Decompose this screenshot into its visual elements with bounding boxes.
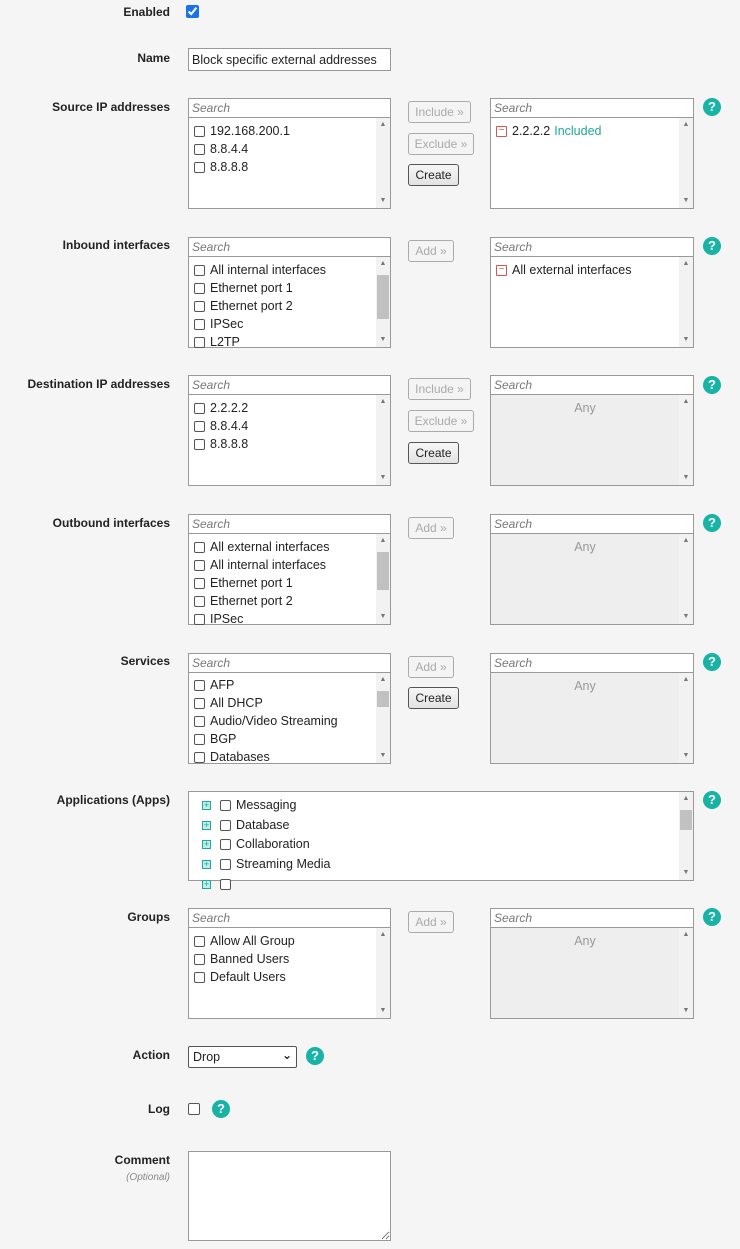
outbound-available-list[interactable] xyxy=(188,534,391,625)
scrollbar[interactable] xyxy=(679,673,693,763)
services-add-button[interactable]: Add » xyxy=(408,656,454,678)
item-label: 192.168.200.1 xyxy=(210,124,290,138)
outbound-help-icon[interactable]: ? xyxy=(703,514,721,532)
destination-ip-exclude-button[interactable]: Exclude » xyxy=(408,410,474,432)
inbound-add-button[interactable]: Add » xyxy=(408,240,454,262)
scrollbar[interactable] xyxy=(679,395,693,485)
comment-optional-hint: (Optional) xyxy=(126,1172,170,1183)
scroll-up-icon[interactable]: ▲ xyxy=(682,931,690,938)
applications-help-icon[interactable]: ? xyxy=(703,791,721,809)
checkbox[interactable] xyxy=(194,936,205,947)
any-placeholder: Any xyxy=(574,401,596,415)
list-item[interactable] xyxy=(194,932,295,950)
scroll-up-icon[interactable]: ▲ xyxy=(682,398,690,405)
item-label: All internal interfaces xyxy=(210,558,327,572)
list-item[interactable] xyxy=(194,748,270,766)
item-label: All internal interfaces xyxy=(210,263,327,277)
scroll-thumb[interactable] xyxy=(680,810,692,830)
item-label: Database xyxy=(236,818,290,832)
groups-label: Groups xyxy=(127,910,170,924)
destination-ip-search-input[interactable] xyxy=(188,375,391,395)
item-label: 8.8.4.4 xyxy=(210,419,249,433)
tree-item[interactable] xyxy=(202,855,331,873)
item-label: Banned Users xyxy=(210,952,290,966)
tree-item[interactable] xyxy=(202,796,296,814)
outbound-selected-search-input[interactable] xyxy=(490,514,694,534)
source-ip-search-input[interactable] xyxy=(188,98,391,118)
scroll-up-icon[interactable]: ▲ xyxy=(682,537,690,544)
list-item[interactable] xyxy=(194,556,326,574)
scroll-up-icon[interactable]: ▲ xyxy=(379,260,387,267)
services-help-icon[interactable]: ? xyxy=(703,653,721,671)
inbound-selected-list[interactable] xyxy=(490,257,694,348)
destination-ip-include-button[interactable]: Include » xyxy=(408,378,471,400)
checkbox[interactable] xyxy=(194,752,205,763)
checkbox[interactable] xyxy=(220,879,231,890)
action-select-value: Drop xyxy=(193,1050,221,1064)
groups-selected-list[interactable] xyxy=(490,928,694,1019)
scroll-thumb[interactable] xyxy=(377,552,389,590)
scroll-down-icon[interactable]: ▼ xyxy=(682,1007,690,1014)
services-label: Services xyxy=(120,654,170,668)
item-label: L2TP xyxy=(210,335,240,349)
tree-item[interactable] xyxy=(202,816,290,834)
destination-ip-selected-search-input[interactable] xyxy=(490,375,694,395)
scroll-down-icon[interactable]: ▼ xyxy=(682,197,690,204)
list-item[interactable] xyxy=(194,333,240,351)
expand-icon[interactable]: + xyxy=(203,838,210,849)
scroll-down-icon[interactable]: ▼ xyxy=(682,336,690,343)
list-item[interactable] xyxy=(194,297,293,315)
log-checkbox[interactable] xyxy=(188,1103,200,1115)
scrollbar[interactable] xyxy=(376,673,390,763)
checkbox[interactable] xyxy=(194,542,205,553)
enabled-label: Enabled xyxy=(123,5,170,19)
list-item[interactable] xyxy=(194,399,248,417)
scroll-down-icon[interactable]: ▼ xyxy=(379,752,387,759)
scroll-down-icon[interactable]: ▼ xyxy=(379,336,387,343)
expand-icon[interactable]: + xyxy=(203,799,210,810)
scroll-down-icon[interactable]: ▼ xyxy=(682,613,690,620)
item-label: All external interfaces xyxy=(512,263,632,277)
comment-label: Comment xyxy=(114,1153,170,1167)
item-label: Default Users xyxy=(210,970,286,984)
inbound-label: Inbound interfaces xyxy=(62,238,170,252)
name-label: Name xyxy=(137,51,170,65)
checkbox[interactable] xyxy=(194,680,205,691)
checkbox[interactable] xyxy=(194,265,205,276)
tree-item[interactable] xyxy=(202,875,236,893)
item-label: Ethernet port 2 xyxy=(210,594,293,608)
outbound-add-button[interactable]: Add » xyxy=(408,517,454,539)
scroll-up-icon[interactable]: ▲ xyxy=(682,795,690,802)
checkbox[interactable] xyxy=(194,734,205,745)
groups-selected-search-input[interactable] xyxy=(490,908,694,928)
scroll-up-icon[interactable]: ▲ xyxy=(682,260,690,267)
list-item[interactable] xyxy=(194,538,330,556)
item-label: 2.2.2.2 xyxy=(210,401,249,415)
list-item[interactable] xyxy=(194,592,293,610)
any-placeholder: Any xyxy=(574,679,596,693)
outbound-search-input[interactable] xyxy=(188,514,391,534)
expand-icon[interactable]: + xyxy=(203,819,210,830)
source-ip-exclude-button[interactable]: Exclude » xyxy=(408,133,474,155)
scroll-thumb[interactable] xyxy=(377,275,389,319)
expand-icon[interactable]: + xyxy=(203,858,210,869)
checkbox[interactable] xyxy=(194,126,205,137)
source-ip-help-icon[interactable]: ? xyxy=(703,98,721,116)
scroll-down-icon[interactable]: ▼ xyxy=(682,474,690,481)
item-label: BGP xyxy=(210,732,237,746)
source-ip-selected-list[interactable] xyxy=(490,118,694,209)
scrollbar[interactable] xyxy=(376,395,390,485)
list-item[interactable] xyxy=(194,694,263,712)
scroll-up-icon[interactable]: ▲ xyxy=(379,398,387,405)
inbound-available-list[interactable] xyxy=(188,257,391,348)
applications-tree[interactable] xyxy=(188,791,694,889)
remove-icon[interactable]: − xyxy=(496,126,507,137)
checkbox[interactable] xyxy=(220,820,231,831)
checkbox[interactable] xyxy=(194,439,205,450)
list-item[interactable] xyxy=(194,158,248,176)
item-label: Audio/Video Streaming xyxy=(210,714,338,728)
checkbox[interactable] xyxy=(194,301,205,312)
scrollbar[interactable] xyxy=(679,118,693,208)
groups-available-list[interactable] xyxy=(188,928,391,1019)
checkbox[interactable] xyxy=(194,144,205,155)
scroll-down-icon[interactable]: ▼ xyxy=(379,613,387,620)
services-available-list[interactable] xyxy=(188,673,391,764)
tree-item[interactable] xyxy=(202,835,310,853)
checkbox[interactable] xyxy=(194,972,205,983)
scroll-up-icon[interactable]: ▲ xyxy=(379,537,387,544)
checkbox[interactable] xyxy=(194,283,205,294)
services-selected-list[interactable] xyxy=(490,673,694,764)
item-label: 2.2.2.2 xyxy=(512,124,551,138)
scroll-down-icon[interactable]: ▼ xyxy=(682,869,690,876)
expand-icon[interactable]: + xyxy=(203,878,210,889)
scroll-down-icon[interactable]: ▼ xyxy=(379,474,387,481)
scroll-down-icon[interactable]: ▼ xyxy=(682,752,690,759)
scroll-down-icon[interactable]: ▼ xyxy=(379,1007,387,1014)
checkbox[interactable] xyxy=(220,859,231,870)
destination-ip-available-list[interactable] xyxy=(188,395,391,486)
selected-item[interactable] xyxy=(496,261,632,279)
scrollbar[interactable] xyxy=(376,257,390,347)
groups-add-button[interactable]: Add » xyxy=(408,911,454,933)
services-selected-search-input[interactable] xyxy=(490,653,694,673)
checkbox[interactable] xyxy=(194,596,205,607)
groups-help-icon[interactable]: ? xyxy=(703,908,721,926)
list-item[interactable] xyxy=(194,435,248,453)
checkbox[interactable] xyxy=(194,319,205,330)
source-ip-available-list[interactable] xyxy=(188,118,391,209)
item-label: 8.8.8.8 xyxy=(210,437,249,451)
list-item[interactable] xyxy=(194,417,248,435)
list-item[interactable] xyxy=(194,315,243,333)
scrollbar[interactable] xyxy=(376,928,390,1018)
comment-textarea[interactable] xyxy=(188,1151,391,1241)
item-label: IPSec xyxy=(210,317,244,331)
item-label: All external interfaces xyxy=(210,540,330,554)
source-ip-selected-search-input[interactable] xyxy=(490,98,694,118)
outbound-selected-list[interactable] xyxy=(490,534,694,625)
scrollbar[interactable] xyxy=(376,534,390,624)
list-item[interactable] xyxy=(194,122,290,140)
enabled-checkbox[interactable] xyxy=(186,5,199,18)
action-help-icon[interactable]: ? xyxy=(306,1047,324,1065)
checkbox[interactable] xyxy=(220,839,231,850)
item-label: Ethernet port 2 xyxy=(210,299,293,313)
destination-ip-create-button[interactable]: Create xyxy=(408,442,459,464)
list-item[interactable] xyxy=(194,261,326,279)
checkbox[interactable] xyxy=(194,403,205,414)
scroll-thumb[interactable] xyxy=(377,691,389,707)
item-label: Databases xyxy=(210,750,270,764)
item-label: All DHCP xyxy=(210,696,263,710)
checkbox[interactable] xyxy=(194,337,205,348)
scroll-up-icon[interactable]: ▲ xyxy=(682,676,690,683)
groups-search-input[interactable] xyxy=(188,908,391,928)
scrollbar[interactable] xyxy=(376,118,390,208)
item-label: Allow All Group xyxy=(210,934,295,948)
checkbox[interactable] xyxy=(194,560,205,571)
scroll-up-icon[interactable]: ▲ xyxy=(379,121,387,128)
checkbox[interactable] xyxy=(194,954,205,965)
item-label: 8.8.8.8 xyxy=(210,160,249,174)
scrollbar[interactable] xyxy=(679,792,693,880)
destination-ip-help-icon[interactable]: ? xyxy=(703,376,721,394)
item-label: AFP xyxy=(210,678,235,692)
checkbox[interactable] xyxy=(194,162,205,173)
outbound-label: Outbound interfaces xyxy=(52,516,170,530)
checkbox[interactable] xyxy=(194,421,205,432)
scroll-up-icon[interactable]: ▲ xyxy=(682,121,690,128)
applications-label: Applications (Apps) xyxy=(56,793,170,807)
list-item[interactable] xyxy=(194,950,289,968)
item-label: Collaboration xyxy=(236,837,310,851)
inbound-search-input[interactable] xyxy=(188,237,391,257)
list-item[interactable] xyxy=(194,676,234,694)
item-label: IPSec xyxy=(210,612,244,626)
source-ip-create-button[interactable]: Create xyxy=(408,164,459,186)
services-search-input[interactable] xyxy=(188,653,391,673)
checkbox[interactable] xyxy=(194,716,205,727)
item-label: Streaming Media xyxy=(236,857,331,871)
scroll-down-icon[interactable]: ▼ xyxy=(379,197,387,204)
name-input[interactable] xyxy=(188,48,391,71)
any-placeholder: Any xyxy=(574,540,596,554)
source-ip-include-button[interactable]: Include » xyxy=(408,101,471,123)
scrollbar[interactable] xyxy=(679,928,693,1018)
item-label: Messaging xyxy=(236,798,297,812)
log-label: Log xyxy=(148,1102,170,1116)
remove-icon[interactable]: − xyxy=(496,265,507,276)
list-item[interactable] xyxy=(194,712,338,730)
included-status: Included xyxy=(554,124,602,138)
log-help-icon[interactable]: ? xyxy=(212,1100,230,1118)
list-item[interactable] xyxy=(194,574,293,592)
item-label: Ethernet port 1 xyxy=(210,576,293,590)
destination-ip-selected-list[interactable] xyxy=(490,395,694,486)
checkbox[interactable] xyxy=(194,578,205,589)
inbound-help-icon[interactable]: ? xyxy=(703,237,721,255)
services-create-button[interactable]: Create xyxy=(408,687,459,709)
list-item[interactable] xyxy=(194,730,236,748)
scrollbar[interactable] xyxy=(679,534,693,624)
list-item[interactable] xyxy=(194,140,248,158)
selected-item[interactable] xyxy=(496,122,602,140)
action-select[interactable] xyxy=(188,1046,297,1068)
checkbox[interactable] xyxy=(194,698,205,709)
chevron-down-icon: ⌄ xyxy=(281,1048,292,1062)
any-placeholder: Any xyxy=(574,934,596,948)
item-label: 8.8.4.4 xyxy=(210,142,249,156)
list-item[interactable] xyxy=(194,279,293,297)
list-item[interactable] xyxy=(194,610,243,628)
checkbox[interactable] xyxy=(194,614,205,625)
action-label: Action xyxy=(132,1048,170,1062)
checkbox[interactable] xyxy=(220,800,231,811)
list-item[interactable] xyxy=(194,968,286,986)
inbound-selected-search-input[interactable] xyxy=(490,237,694,257)
source-ip-label: Source IP addresses xyxy=(52,100,170,114)
scrollbar[interactable] xyxy=(679,257,693,347)
scroll-up-icon[interactable]: ▲ xyxy=(379,931,387,938)
scroll-up-icon[interactable]: ▲ xyxy=(379,676,387,683)
destination-ip-label: Destination IP addresses xyxy=(27,377,170,391)
item-label: Ethernet port 1 xyxy=(210,281,293,295)
